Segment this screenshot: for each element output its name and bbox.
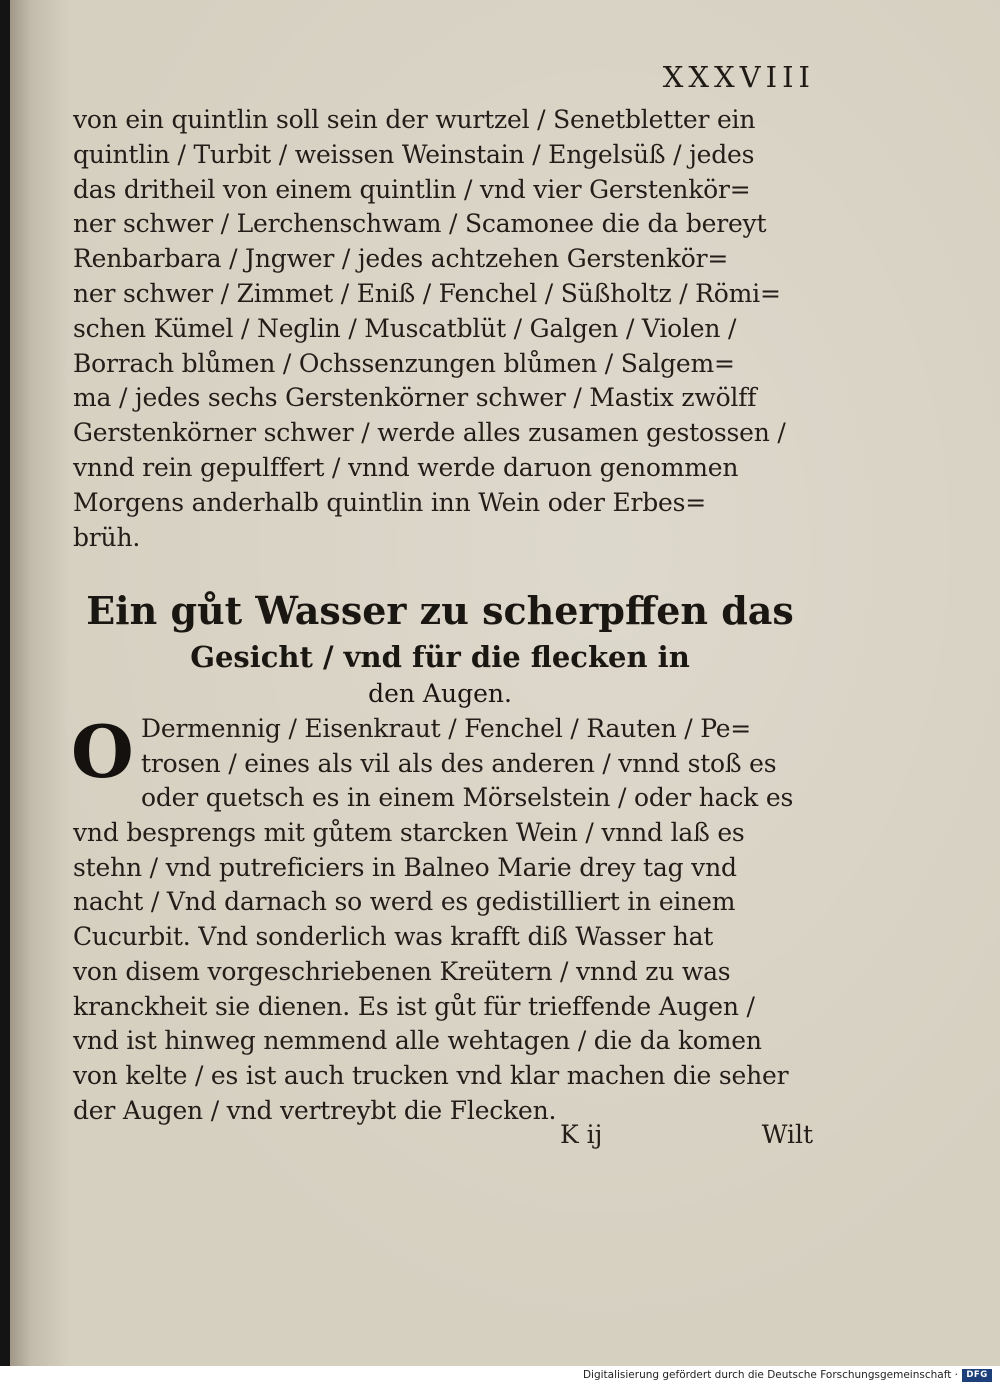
dfg-logo-icon: DFG: [962, 1369, 992, 1382]
text-line: von ein quintlin soll sein der wurtzel / Senetbletter ein: [73, 105, 756, 134]
funding-credit: Digitalisierung gefördert durch die Deutsche Forschungsgemeinschaft ·: [582, 1369, 958, 1381]
text-line: ner schwer / Zimmet / Eniß / Fenchel / Süßholtz / Römi=: [73, 278, 781, 308]
decorated-initial: O: [71, 709, 134, 794]
text-line: von disem vorgeschriebenen Kreütern / vnnd zu was: [73, 956, 731, 986]
text-line: schen Kümel / Neglin / Muscatblüt / Galgen / Violen /: [73, 313, 737, 343]
footer-bar: [0, 1366, 1000, 1386]
text-line: Renbarbara / Jngwer / jedes achtzehen Gerstenkör=: [73, 244, 729, 274]
text-line: nacht / Vnd darnach so werd es gedistilliert in einem: [73, 887, 736, 917]
text-line: brüh.: [73, 522, 141, 552]
section-heading: [70, 585, 810, 711]
text-line: vnd ist hinweg nemmend alle wehtagen / die da komen: [73, 1026, 762, 1056]
text-line: trosen / eines als vil als des anderen / vnnd stoß es: [141, 748, 777, 778]
text-line: das dritheil von einem quintlin / vnd vier Gerstenkör=: [73, 174, 751, 204]
text-line: stehn / vnd putreficiers in Balneo Marie drey tag vnd: [73, 852, 737, 882]
text-line: oder quetsch es in einem Mörselstein / oder hack es: [141, 783, 794, 813]
paragraph-2: [71, 709, 818, 1128]
page-sheet: [10, 0, 1000, 1366]
signature-mark: K ij: [560, 1120, 603, 1149]
text-line: der Augen / vnd vertreybt die Flecken.: [73, 1095, 557, 1125]
text-line: Cucurbit. Vnd sonderlich was krafft diß Wasser hat: [73, 922, 714, 952]
heading-line-1: Ein gůt Wasser zu scherpffen das: [86, 588, 794, 633]
text-line: von kelte / es ist auch trucken vnd klar machen die seher: [73, 1060, 789, 1090]
text-line: ner schwer / Lerchenschwam / Scamonee die da bereyt: [73, 209, 767, 239]
text-line: Borrach blůmen / Ochssenzungen blůmen / Salgem=: [73, 348, 735, 378]
text-line: Dermennig / Eisenkraut / Fenchel / Rauten / Pe=: [141, 714, 752, 743]
text-line: quintlin / Turbit / weissen Weinstain / Engelsüß / jedes: [73, 139, 755, 169]
heading-line-3: den Augen.: [368, 679, 512, 708]
paragraph-1: [73, 103, 818, 555]
heading-line-2: Gesicht / vnd für die flecken in: [190, 640, 690, 674]
text-line: kranckheit sie dienen. Es ist gůt für trieffende Augen /: [73, 991, 755, 1021]
text-line: Morgens anderhalb quintlin inn Wein oder Erbes=: [73, 487, 707, 517]
text-line: vnnd rein gepulffert / vnnd werde daruon genommen: [73, 452, 739, 482]
signature-line: [73, 1120, 813, 1156]
text-line: ma / jedes sechs Gerstenkörner schwer / Mastix zwölff: [73, 383, 757, 413]
text-line: vnd besprengs mit gůtem starcken Wein / vnnd laß es: [73, 818, 745, 848]
text-line: Gerstenkörner schwer / werde alles zusamen gestossen /: [73, 418, 786, 448]
catchword: Wilt: [761, 1120, 813, 1149]
folio-number: XXXVIII: [662, 60, 815, 94]
